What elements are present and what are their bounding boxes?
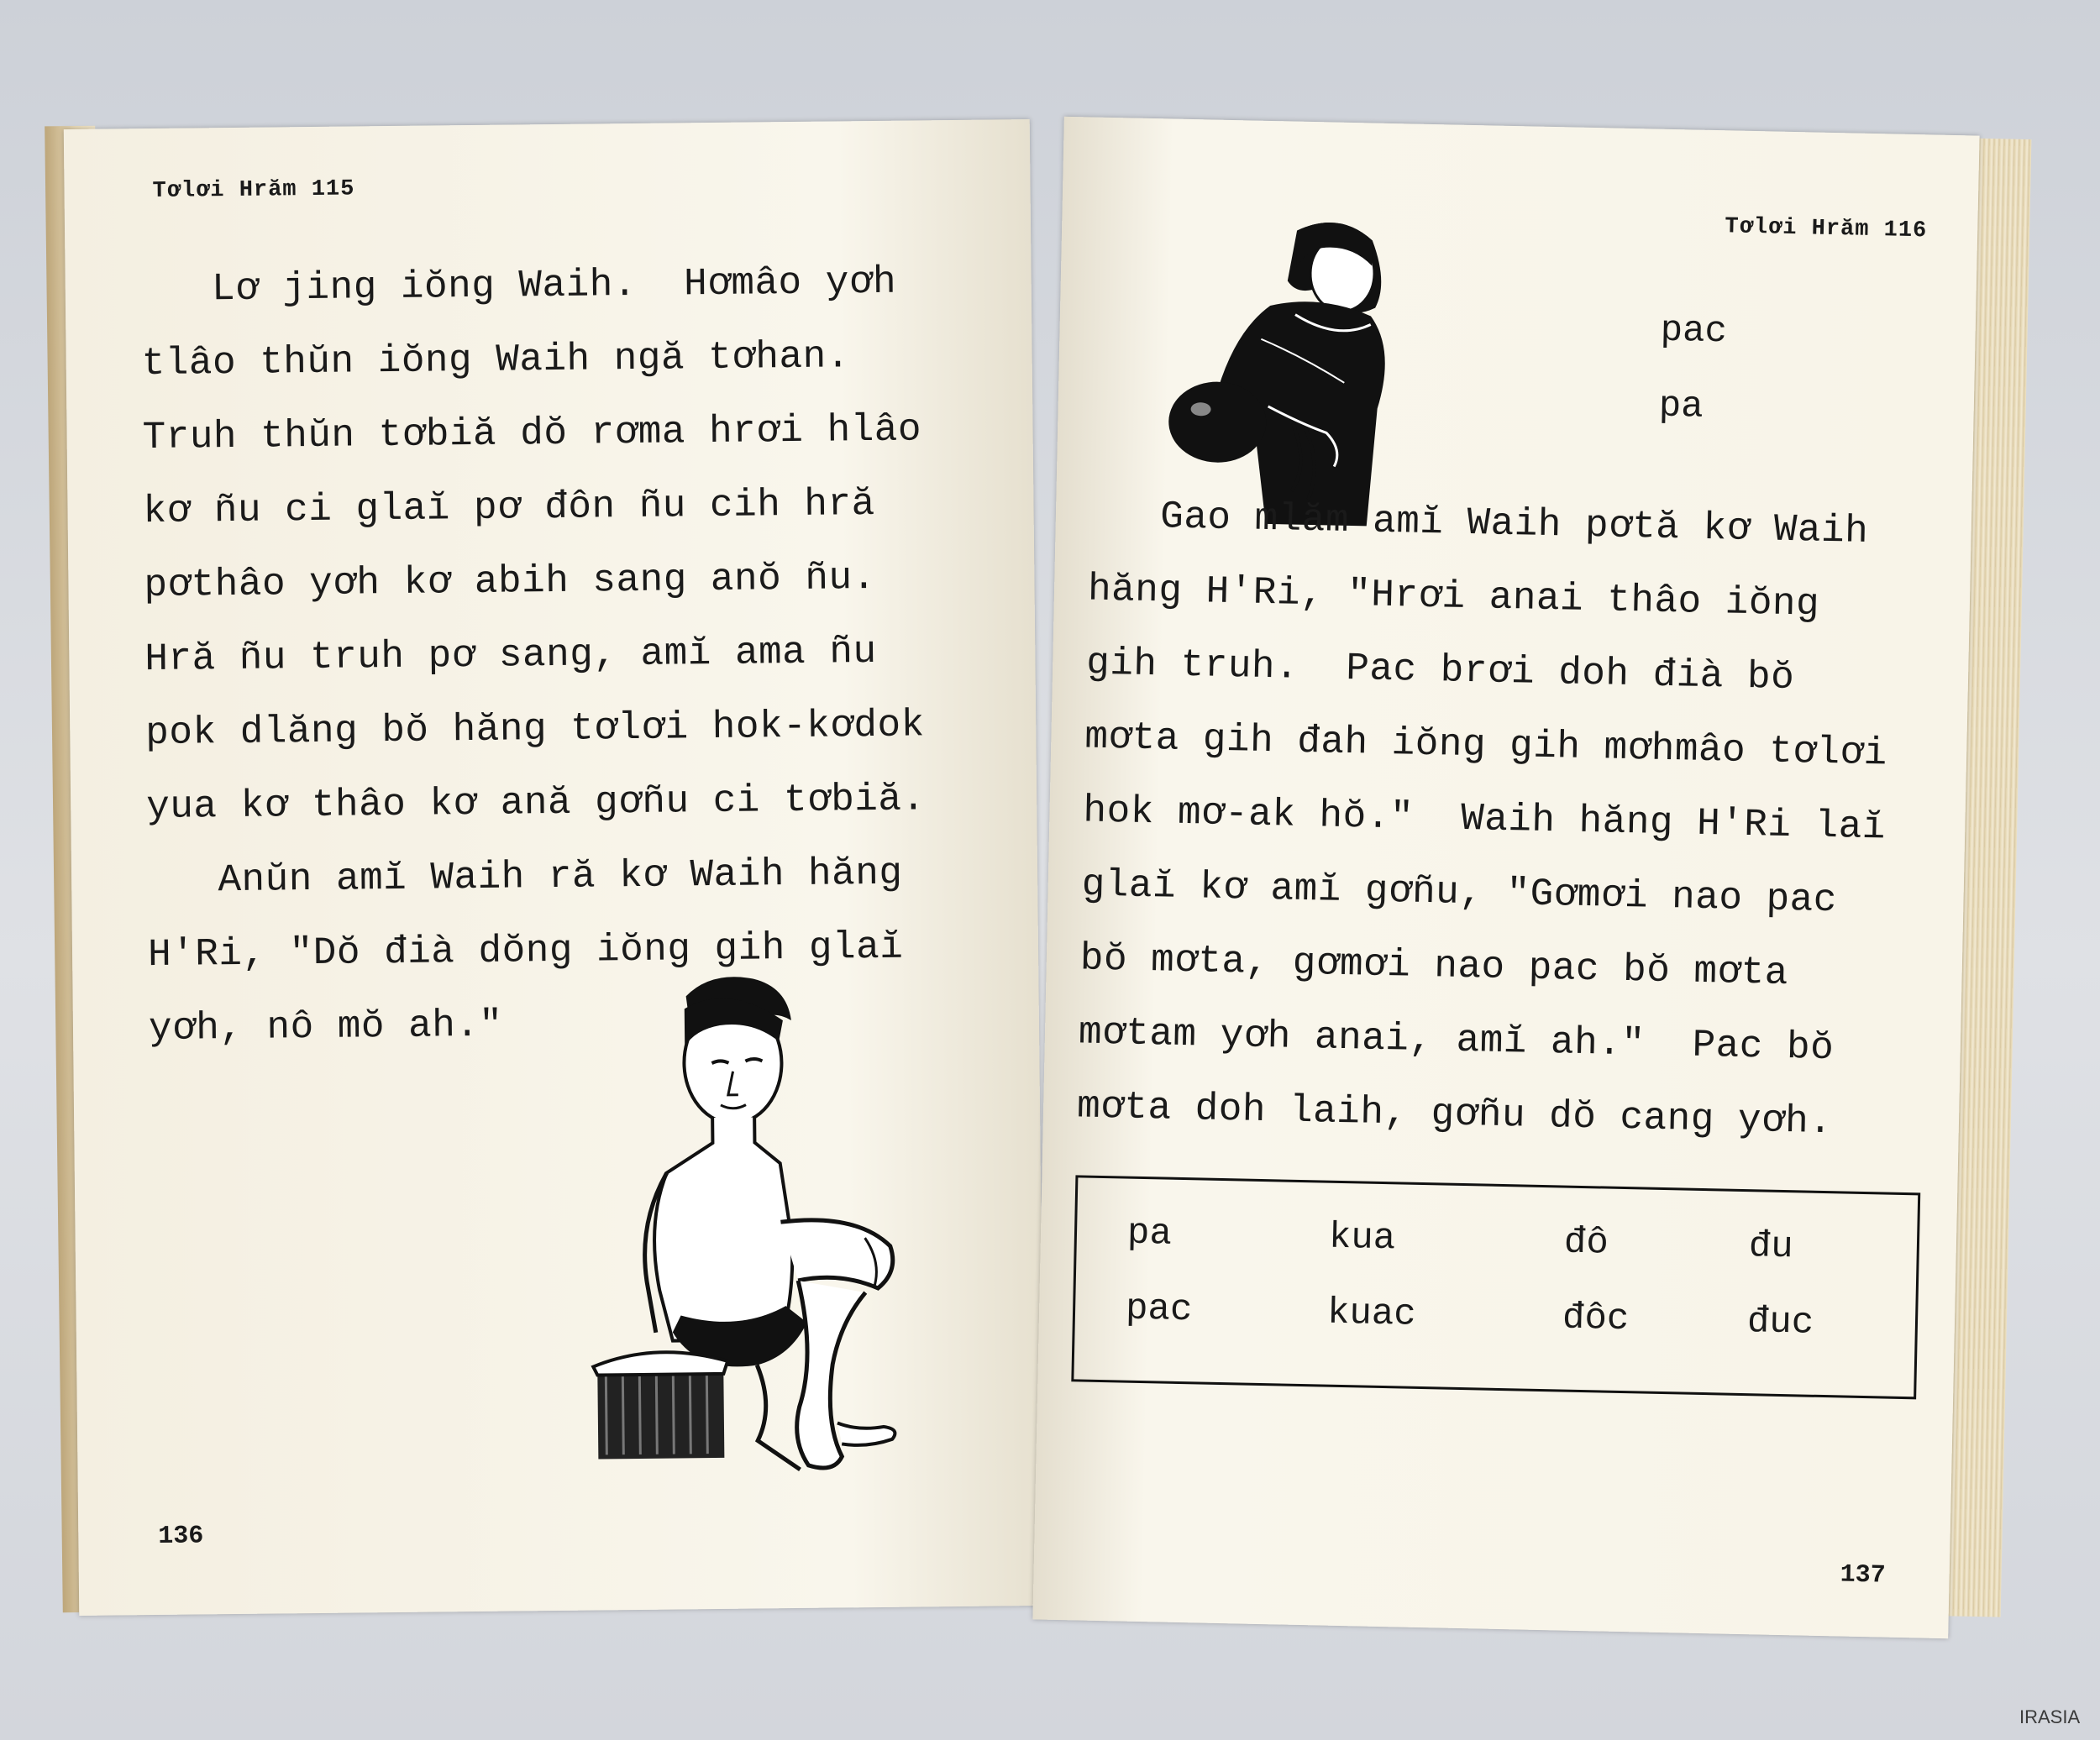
text-line: bŏ mơta, gơmơi nao pac bŏ mơta	[1079, 936, 1789, 996]
text-line: tlâo thŭn iŏng Waih ngă tơhan.	[141, 334, 851, 386]
text-line: Anŭn amĭ Waih ră kơ Waih hăng	[146, 851, 903, 904]
left-page	[64, 119, 1045, 1616]
word-cell: pac	[1125, 1287, 1193, 1332]
text-line: mơta gih đah iŏng gih mơhmâo tơlơi	[1084, 715, 1888, 776]
text-line: pok dlăng bŏ hăng tơlơi hok-kơdok	[145, 703, 925, 756]
text-line: hăng H'Ri, "Hrơi anai thâo iŏng	[1087, 567, 1820, 626]
text-line: Lơ jing iŏng Waih. Hơmâo yơh	[140, 259, 897, 312]
text-line: pơthâo yơh kơ abih sang anŏ ñu.	[144, 555, 876, 608]
text-line: mơta doh laih, gơñu dŏ cang yơh.	[1076, 1084, 1833, 1145]
seated-boy-illustration	[585, 969, 909, 1493]
text-line: mơtam yơh anai, amĭ ah." Pac bŏ	[1078, 1010, 1835, 1071]
word-cell: đôc	[1562, 1297, 1630, 1341]
right-page-text	[1076, 479, 1893, 1161]
text-line: kơ ñu ci glaĭ pơ đôn ñu cih hră	[143, 481, 876, 534]
text-line: gih truh. Pac brơi doh đià bŏ	[1085, 641, 1795, 700]
word-cell: kuac	[1326, 1292, 1417, 1336]
text-line: H'Ri, "Dŏ đià dŏng iŏng gih glaĭ	[147, 925, 904, 977]
word-cell: pa	[1126, 1212, 1173, 1255]
word-cell: đuc	[1746, 1301, 1814, 1344]
text-line: yơh, nô mŏ ah."	[148, 1003, 503, 1051]
right-running-head: Tơlơi Hrăm 116	[1725, 214, 1928, 244]
right-page	[1032, 117, 1979, 1638]
text-line: Hră ñu truh pơ sang, amĭ ama ñu	[144, 629, 877, 682]
right-page-number: 137	[1840, 1560, 1887, 1591]
word-list-box	[1071, 1175, 1920, 1399]
keyword-pac: pac	[1660, 309, 1728, 354]
left-running-head: Tơlơi Hrăm 115	[152, 176, 355, 204]
word-cell: kua	[1328, 1216, 1396, 1260]
keyword-pa: pa	[1658, 385, 1704, 428]
text-line: Gao mlăm amĭ Waih pơtă kơ Waih	[1089, 493, 1869, 553]
text-line: Truh thŭn tơbiă dŏ rơma hrơi hlâo	[142, 407, 922, 460]
word-cell: đô	[1563, 1221, 1609, 1265]
watermark: IRASIA	[2019, 1706, 2081, 1727]
left-page-text	[140, 244, 928, 1066]
word-cell: đu	[1748, 1225, 1794, 1269]
text-line: hok mơ-ak hŏ." Waih hăng H'Ri laĭ	[1083, 789, 1887, 850]
left-page-number: 136	[158, 1522, 204, 1551]
text-line: yua kơ thâo kơ ană gơñu ci tơbiă.	[145, 777, 926, 830]
text-line: glaĭ kơ amĭ gơñu, "Gơmơi nao pac	[1081, 862, 1838, 923]
